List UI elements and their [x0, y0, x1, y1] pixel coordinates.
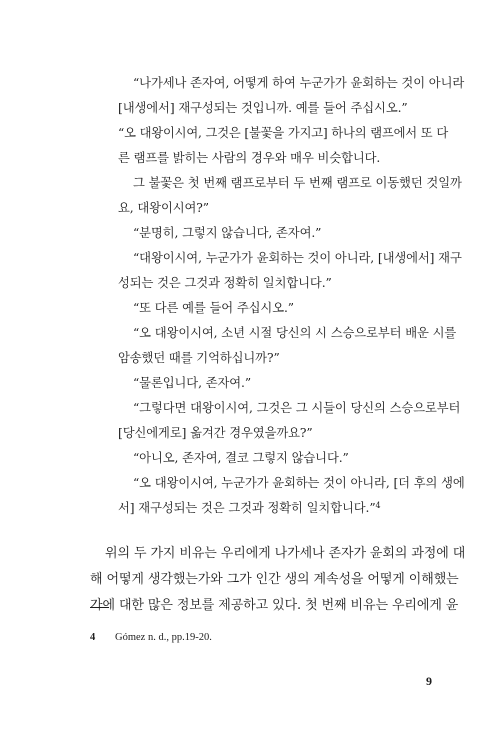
footnote-reference: 4	[375, 501, 381, 510]
quote-line: “아니오, 존자여, 결코 그렇지 않습니다.”	[133, 451, 349, 465]
quote-line: “나가세나 존자여, 어떻게 하여 누군가가 윤회하는 것이 아니라	[133, 76, 465, 90]
footnote-divider	[90, 607, 109, 608]
quote-line: “대왕이시여, 누군가가 윤회하는 것이 아니라, [내생에서] 재구	[133, 251, 462, 265]
footnote-text: Gómez n. d., pp.19-20.	[115, 631, 212, 643]
quote-line: 른 램프를 밝히는 사람의 경우와 매우 비슷합니다.	[118, 151, 381, 165]
page-number: 9	[426, 674, 432, 688]
body-line: 위의 두 가지 비유는 우리에게 나가세나 존자가 윤회의 과정에 대	[105, 546, 466, 561]
body-line: 해 어떻게 생각했는가와 그가 인간 생의 계속성을 어떻게 이해했는	[90, 572, 459, 587]
quote-line: “분명히, 그렇지 않습니다, 존자여.”	[133, 226, 322, 240]
quote-line: “오 대왕이시여, 그것은 [불꽃을 가지고] 하나의 램프에서 또 다	[118, 126, 448, 140]
quote-line: 그 불꽃은 첫 번째 램프로부터 두 번째 램프로 이동했던 것일까	[133, 176, 462, 190]
quote-line: 암송했던 때를 기억하십니까?”	[118, 351, 280, 365]
quote-line: “물론입니다, 존자여.”	[133, 376, 252, 390]
quote-line: “오 대왕이시여, 소년 시절 당신의 시 스승으로부터 배운 시를	[133, 326, 457, 340]
quote-line: [당신에게로] 옮겨간 경우였을까요?”	[118, 426, 313, 440]
quote-line: “또 다른 예를 들어 주십시오.”	[133, 301, 294, 315]
quote-line: [내생에서] 재구성되는 것입니까. 예를 들어 주십시오.”	[118, 101, 408, 115]
quote-line-text: 서] 재구성되는 것은 그것과 정확히 일치합니다.”	[118, 501, 376, 515]
footnote	[90, 633, 212, 644]
quote-line-last	[118, 502, 381, 514]
quote-line: “오 대왕이시여, 누군가가 윤회하는 것이 아니라, [더 후의 생에	[133, 476, 465, 490]
body-line: 가에 대한 많은 정보를 제공하고 있다. 첫 번째 비유는 우리에게 윤	[90, 598, 459, 613]
quote-line: 성되는 것은 그것과 정확히 일치합니다.”	[118, 276, 332, 290]
footnote-number: 4	[90, 631, 96, 643]
quote-line: “그렇다면 대왕이시여, 그것은 그 시들이 당신의 스승으로부터	[133, 401, 461, 415]
quote-line: 요, 대왕이시여?”	[118, 201, 209, 215]
